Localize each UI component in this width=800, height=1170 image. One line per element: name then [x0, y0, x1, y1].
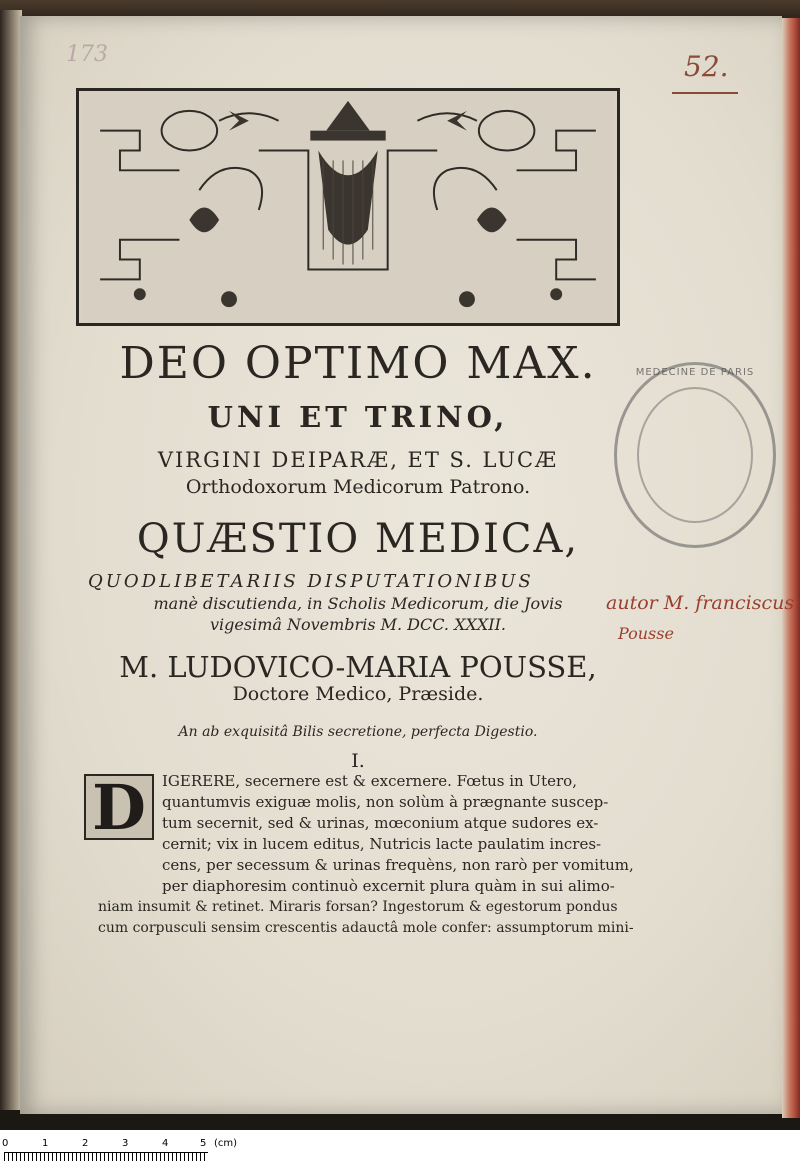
handwritten-author-name: Pousse: [618, 624, 674, 643]
scale-tick-label: 0: [2, 1138, 9, 1149]
scale-unit: (cm): [214, 1138, 238, 1149]
stamp-inner-ring: [637, 387, 753, 523]
page-edge-right: [782, 18, 800, 1118]
handwritten-page-number: 52.: [684, 50, 729, 83]
dedication-line: Orthodoxorum Medicorum Patrono.: [185, 476, 531, 498]
body-line: cens, per secessum & urinas frequèns, non rarò per vomitum,: [162, 856, 634, 874]
scale-tick-label: 4: [162, 1138, 169, 1149]
headpiece-engraving: [79, 91, 617, 323]
body-line: cum corpusculi sensim crescentis adauctâ mole confer: assumptorum mini-: [98, 920, 634, 936]
scale-bar: [4, 1152, 208, 1161]
date-line: vigesimâ Novembris M. DCC. XXXII.: [210, 615, 506, 634]
thesis-heading: QUÆSTIO MEDICA,: [136, 516, 580, 562]
drop-cap-initial: [84, 771, 154, 844]
handwritten-folio: 173: [66, 42, 108, 67]
body-line: cernit; vix in lucem editus, Nutricis lacte paulatim incres-: [162, 835, 602, 853]
dedication-subtitle: UNI ET TRINO,: [207, 400, 509, 434]
disputation-line: QUODLIBETARIIS DISPUTATIONIBUS: [88, 571, 534, 592]
section-number: I.: [351, 750, 365, 772]
handwritten-author-note: autor M. franciscus: [606, 592, 795, 614]
ornamental-headpiece: [76, 88, 620, 326]
stamp-text: MEDECINE DE PARIS: [635, 367, 755, 378]
praeses-name: M. LUDOVICO-MARIA POUSSE,: [119, 650, 597, 684]
measurement-scale: [0, 1130, 800, 1170]
body-line: tum secernit, sed & urinas, mœconium atque sudores ex-: [162, 814, 599, 832]
scale-tick-label: 2: [82, 1138, 89, 1149]
body-line: per diaphoresim continuò excernit plura quàm in sui alimo-: [162, 877, 615, 895]
body-line: niam insumit & retinet. Miraris forsan? Ingestorum & egestorum pondus: [98, 899, 618, 915]
library-stamp: [614, 362, 776, 548]
handwritten-underline: [672, 92, 738, 94]
drop-cap-letter: D: [92, 771, 146, 844]
dedication-line: VIRGINI DEIPARÆ, ET S. LUCÆ: [157, 448, 559, 472]
dedication-title: DEO OPTIMO MAX.: [119, 338, 597, 389]
body-line: IGERERE, secernere est & excernere. Fœtus in Utero,: [162, 772, 577, 790]
praeses-title: Doctore Medico, Præside.: [232, 683, 484, 705]
body-line: quantumvis exiguæ molis, non solùm à prægnante suscep-: [162, 793, 609, 811]
scale-tick-label: 5: [200, 1138, 207, 1149]
thesis-question: An ab exquisitâ Bilis secretione, perfecta Digestio.: [178, 724, 538, 740]
disputation-line: manè discutienda, in Scholis Medicorum, die Jovis: [153, 594, 563, 613]
scale-tick-label: 1: [42, 1138, 49, 1149]
scale-tick-label: 3: [122, 1138, 129, 1149]
